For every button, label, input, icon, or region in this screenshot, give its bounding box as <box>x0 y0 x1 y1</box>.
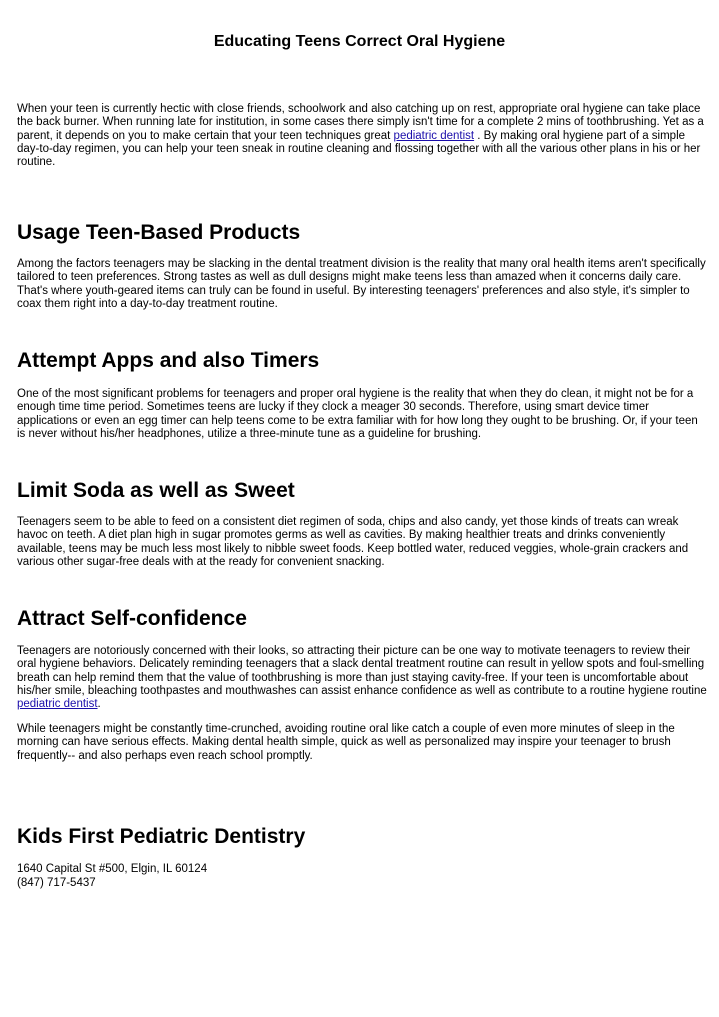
section-text-teen-products: Among the factors teenagers may be slacking in the dental treatment division is the reality that many oral health items aren't specifically tailored to teen preferences. Strong tastes as well as dull designs might make teens less than amazed when it concerns daily care. That's where youth-geared items can truly can be found in useful. By interesting teenagers' preferences and also style, it's simpler to coax them right into a day-to-day treatment routine. <box>17 258 706 310</box>
pediatric-dentist-link[interactable]: pediatric dentist <box>393 129 475 142</box>
footer-phone: (847) 717-5437 <box>17 877 96 889</box>
intro-text-after: . By making oral hygiene part of a simple day-to-day regimen, you can help your teen sneak in routine cleaning and flossing together with all the various other plans in his or her routine. <box>17 129 701 169</box>
intro-text-before: When your teen is currently hectic with close friends, schoolwork and also catching up on rest, appropriate oral hygiene can take place the back burner. When running late for institution, in some cases there simply isn't time for a complete 2 mins of toothbrushing. Yet as a parent, it depends on you to make certain that your teen techniques great <box>17 103 704 142</box>
section-text-limit-soda: Teenagers seem to be able to feed on a consistent diet regimen of soda, chips and also candy, yet those kinds of treats can wreak havoc on teeth. A diet plan high in sugar promotes germs as well as cavities. By making healthier treats and drinks conveniently available, teens may be much less most likely to nibble sweet foods. Keep bottled water, reduced veggies, whole-grain crackers and various other sugar-free deals with at the ready for convenient snacking. <box>17 516 689 568</box>
section-heading-apps-timers: Attempt Apps and also Timers <box>17 349 320 372</box>
footer-heading: Kids First Pediatric Dentistry <box>17 825 306 848</box>
section-text-apps-timers: One of the most significant problems for teenagers and proper oral hygiene is the reality that when they do clean, it might not be for a enough time time period. Sometimes teens are lucky if they clock a meager 30 seconds. Therefore, using smart device timer applications or even an egg timer can help teens come to be extra familiar with for how long they ought to be brushing. Or, if your teen is never without his/her headphones, utilize a three-minute tune as a guideline for brushing. <box>17 388 698 440</box>
section-text-self-confidence <box>17 645 707 711</box>
section-heading-self-confidence: Attract Self-confidence <box>17 607 247 630</box>
self-confidence-text-before: Teenagers are notoriously concerned with their looks, so attracting their picture can be one way to motivate teenagers to review their oral hygiene behaviors. Delicately reminding teenagers that a slack dental treatment routine can result in yellow spots and foul-smelling breath can help remind them that the value of toothbrushing is more than just staying cavity-free. If your teen is uncomfortable about his/her smile, bleaching toothpastes and mouthwashes can assist enhance confidence as well as contribute to a routine hygiene routine <box>17 645 707 697</box>
footer-address: 1640 Capital St #500, Elgin, IL 60124 <box>17 863 208 875</box>
section-heading-teen-products: Usage Teen-Based Products <box>17 221 301 244</box>
document-title: Educating Teens Correct Oral Hygiene <box>213 33 506 50</box>
self-confidence-text-after: . <box>97 698 101 711</box>
pediatric-dentist-link-2[interactable]: pediatric dentist <box>17 698 98 711</box>
section-text-self-confidence-2: While teenagers might be constantly time-crunched, avoiding routine oral like catch a couple of even more minutes of sleep in the morning can have serious effects. Making dental health simple, quick as well as personalized may inspire your teenager to brush frequently-- and also perhaps even reach school promptly. <box>17 723 675 762</box>
section-heading-limit-soda: Limit Soda as well as Sweet <box>17 479 295 502</box>
intro-paragraph <box>17 103 707 169</box>
